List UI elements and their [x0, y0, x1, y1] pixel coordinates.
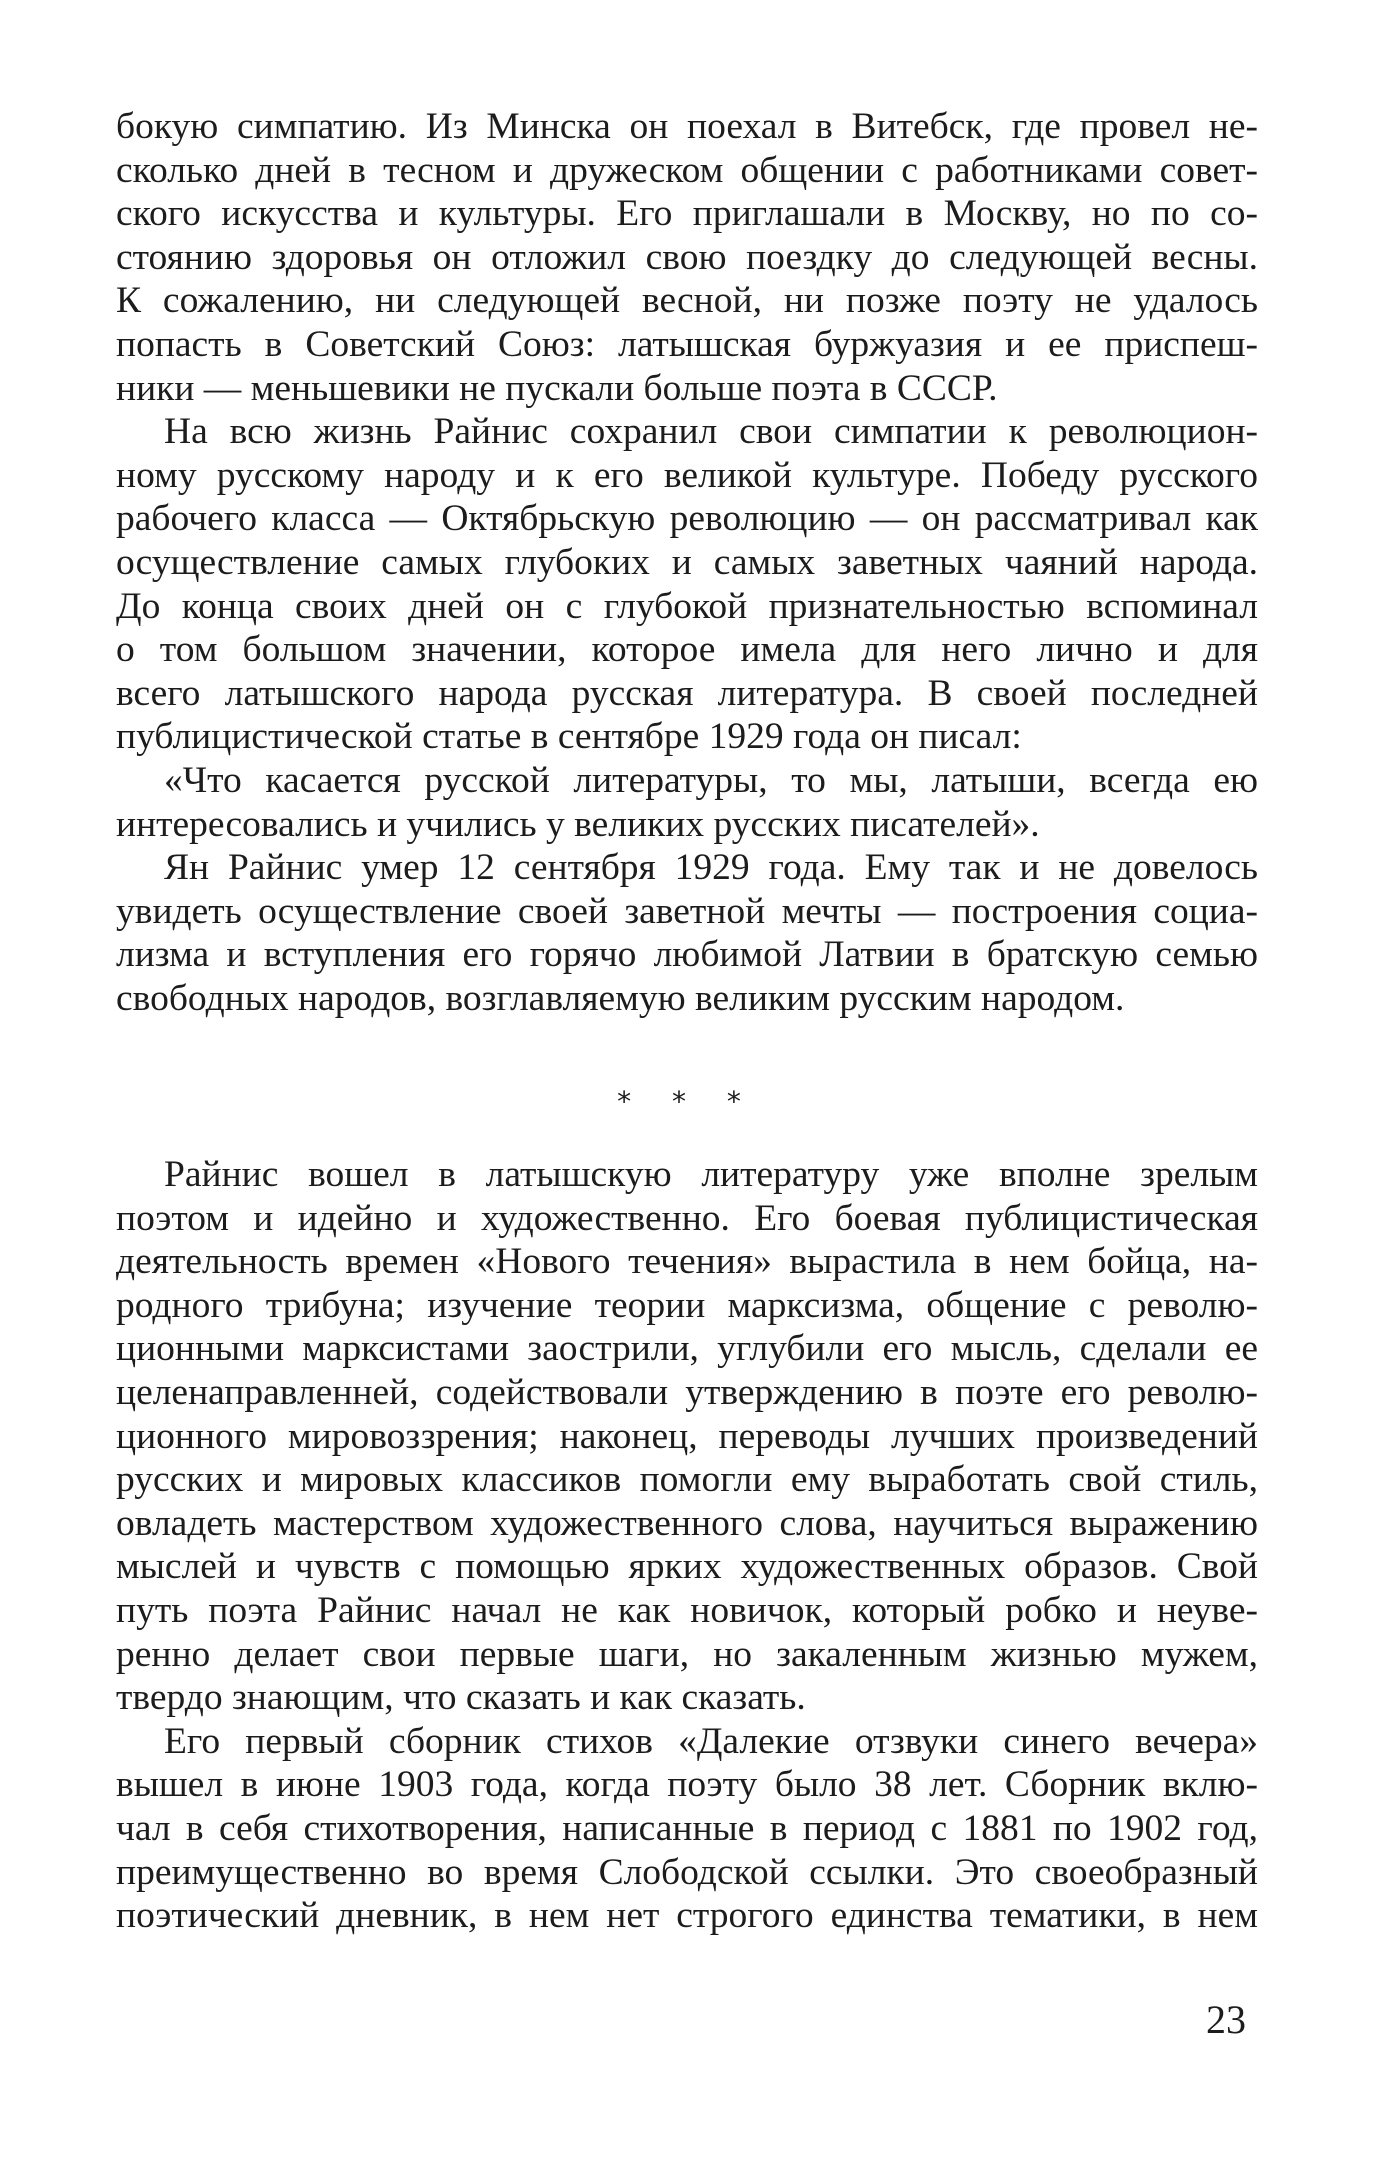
text-line: русских и мировых классиков помогли ему выработать свой стиль,	[116, 1459, 1258, 1501]
text-line: путь поэта Райнис начал не как новичок, который робко и неуве-	[116, 1589, 1258, 1631]
text-line: деятельность времен «Нового течения» вырастила в нем бойца, на-	[116, 1241, 1258, 1283]
text-line: о том большом значении, которое имела для него лично и для	[116, 629, 1258, 671]
text-line: интересовались и учились у великих русских писателей».	[116, 803, 1040, 845]
text-line: публицистической статье в сентябре 1929 года он писал:	[116, 716, 1022, 758]
text-line: «Что касается русской литературы, то мы, латыши, всегда ею	[164, 759, 1258, 801]
text-line: стоянию здоровья он отложил свою поездку до следующей весны.	[116, 236, 1258, 278]
text-line: На всю жизнь Райнис сохранил свои симпатии к революцион-	[164, 411, 1258, 453]
text-line: осуществление самых глубоких и самых заветных чаяний народа.	[116, 541, 1258, 583]
paragraph-1	[116, 105, 1258, 410]
text-line: всего латышского народа русская литература. В своей последней	[116, 672, 1258, 714]
text-block-upper	[116, 105, 1258, 1118]
paragraph-5	[116, 1153, 1258, 1720]
page-number: 23	[1206, 1997, 1246, 2042]
text-line: преимущественно во время Слободской ссылки. Это своеобразный	[116, 1851, 1258, 1893]
text-line: ренно делает свои первые шаги, но закаленным жизнью мужем,	[116, 1633, 1258, 1675]
text-line: вышел в июне 1903 года, когда поэту было 38 лет. Сборник вклю-	[116, 1764, 1258, 1806]
text-line: лизма и вступления его горячо любимой Латвии в братскую семью	[116, 934, 1258, 976]
text-line: целенаправленней, содействовали утверждению в поэте его револю-	[116, 1371, 1258, 1413]
paragraph-4	[116, 846, 1258, 1020]
text-line: Ян Райнис умер 12 сентября 1929 года. Ему так и не довелось	[164, 847, 1258, 889]
text-block-lower	[116, 1153, 1258, 1938]
text-line: ники — меньшевики не пускали больше поэта в СССР.	[116, 367, 998, 409]
text-line: Его первый сборник стихов «Далекие отзвуки синего вечера»	[164, 1720, 1258, 1762]
text-line: До конца своих дней он с глубокой признательностью вспоминал	[116, 585, 1258, 627]
text-line: чал в себя стихотворения, написанные в период с 1881 по 1902 год,	[116, 1807, 1258, 1849]
quote-paragraph	[116, 759, 1258, 846]
text-line: сколько дней в тесном и дружеском общении с работниками совет-	[116, 149, 1258, 191]
text-line: рабочего класса — Октябрьскую революцию — он рассматривал как	[116, 498, 1258, 540]
text-line: бокую симпатию. Из Минска он поехал в Витебск, где провел не-	[116, 106, 1258, 147]
text-line: овладеть мастерством художественного слова, научиться выражению	[116, 1502, 1258, 1544]
paragraph-2	[116, 410, 1258, 759]
text-line: увидеть осуществление своей заветной мечты — построения социа-	[116, 890, 1258, 932]
text-line: родного трибуна; изучение теории марксизма, общение с револю-	[116, 1284, 1258, 1326]
text-line: ционными марксистами заострили, углубили его мысль, сделали ее	[116, 1328, 1258, 1370]
text-line: попасть в Советский Союз: латышская буржуазия и ее приспеш-	[116, 323, 1258, 365]
text-line: поэтический дневник, в нем нет строгого единства тематики, в нем	[116, 1895, 1258, 1937]
paragraph-6	[116, 1720, 1258, 1938]
text-line: ному русскому народу и к его великой культуре. Победу русского	[116, 454, 1258, 496]
text-line: ского искусства и культуры. Его приглашали в Москву, но по со-	[116, 193, 1258, 235]
section-separator: * * *	[617, 1085, 757, 1118]
text-line: свободных народов, возглавляемую великим русским народом.	[116, 977, 1125, 1019]
text-line: Райнис вошел в латышскую литературу уже вполне зрелым	[164, 1154, 1258, 1195]
text-line: ционного мировоззрения; наконец, переводы лучших произведений	[116, 1415, 1258, 1457]
text-line: твердо знающим, что сказать и как сказать.	[116, 1677, 806, 1719]
text-line: поэтом и идейно и художественно. Его боевая публицистическая	[116, 1197, 1258, 1239]
text-line: К сожалению, ни следующей весной, ни позже поэту не удалось	[116, 280, 1258, 322]
text-line: мыслей и чувств с помощью ярких художественных образов. Свой	[116, 1546, 1258, 1588]
